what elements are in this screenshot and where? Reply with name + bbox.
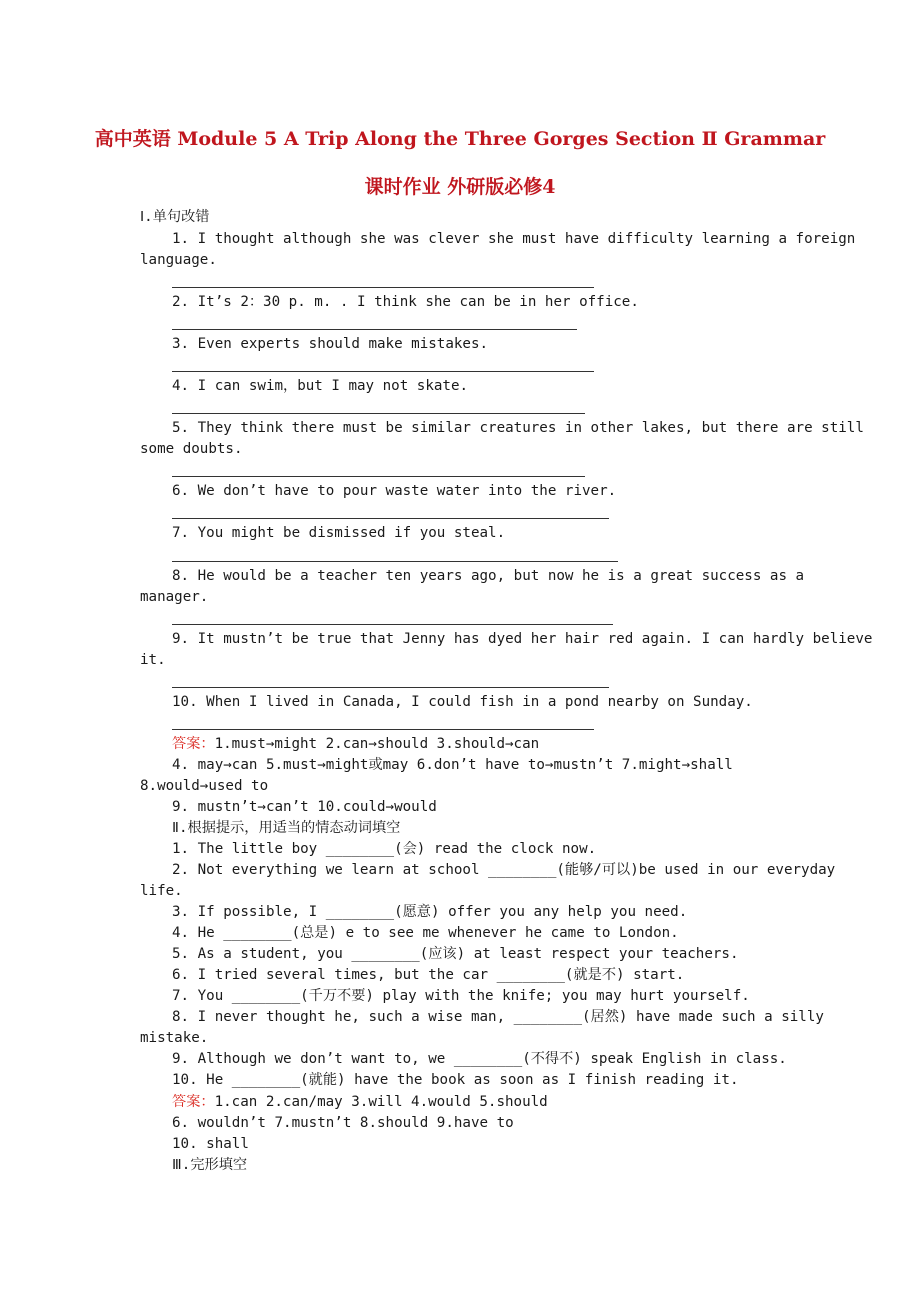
answers-1-line-3: 8.would→used to (140, 778, 269, 794)
answer-line (172, 329, 577, 330)
question-2-2: 2. Not everything we learn at school ________(能够/可以)be used in our everyday (172, 862, 836, 878)
answer-text: 1.can 2.can/may 3.will 4.would 5.should (214, 1094, 548, 1110)
question-2-6: 6. I tried several times, but the car ________(就是不) start. (172, 967, 685, 983)
section-3-heading: Ⅲ.完形填空 (172, 1157, 248, 1173)
question-1-5: 5. They think there must be similar creatures in other lakes, but there are still (172, 420, 864, 436)
question-1-6: 6. We don’t have to pour waste water into the river. (172, 483, 617, 499)
section-2-heading: Ⅱ.根据提示，用适当的情态动词填空 (172, 820, 401, 836)
question-2-2-cont: life. (140, 883, 183, 899)
answers-1-line-4: 9. mustn’t→can’t 10.could→would (172, 799, 437, 815)
document-subtitle: 课时作业 外研版必修4 (364, 176, 556, 198)
question-1-9-cont: it. (140, 652, 166, 668)
document-title: 高中英语 Module 5 A Trip Along the Three Gorges Section Ⅱ Grammar (94, 128, 826, 150)
answers-1-line-2: 4. may→can 5.must→might或may 6.don’t have to→mustn’t 7.might→shall (172, 757, 733, 773)
question-2-1: 1. The little boy ________(会) read the clock now. (172, 841, 597, 857)
answer-text: 1.must→might 2.can→should 3.should→can (214, 736, 540, 752)
answer-line (172, 287, 594, 288)
answer-line (172, 687, 609, 688)
answers-2-line-3: 10. shall (172, 1136, 249, 1152)
answers-2-line-1 (172, 1092, 840, 1113)
answer-line (172, 476, 585, 477)
question-2-10: 10. He ________(就能) have the book as soon as I finish reading it. (172, 1072, 739, 1088)
answer-line (172, 371, 594, 372)
answer-label: 答案： (172, 736, 215, 752)
question-2-5: 5. As a student, you ________(应该) at least respect your teachers. (172, 946, 739, 962)
question-1-1-cont: language. (140, 252, 217, 268)
answer-line (172, 518, 609, 519)
question-2-7: 7. You ________(千万不要) play with the knife; you may hurt yourself. (172, 988, 750, 1004)
question-2-8-cont: mistake. (140, 1030, 209, 1046)
answers-2-line-2: 6. wouldn’t 7.mustn’t 8.should 9.have to (172, 1115, 514, 1131)
answer-line (172, 624, 613, 625)
question-2-4: 4. He ________(总是) e to see me whenever he came to London. (172, 925, 679, 941)
section-1-heading: Ⅰ.单句改错 (140, 209, 210, 225)
question-1-9: 9. It mustn’t be true that Jenny has dyed her hair red again. I can hardly believe (172, 631, 873, 647)
answer-line (172, 561, 618, 562)
question-1-8: 8. He would be a teacher ten years ago, but now he is a great success as a (172, 568, 805, 584)
question-2-3: 3. If possible, I ________(愿意) offer you any help you need. (172, 904, 688, 920)
question-1-8-cont: manager. (140, 589, 209, 605)
question-1-10: 10. When I lived in Canada, I could fish in a pond nearby on Sunday. (172, 694, 753, 710)
answers-1-line-1 (172, 734, 840, 755)
question-1-2: 2. It’s 2：30 p. m. . I think she can be in her office. (172, 294, 639, 310)
answer-label: 答案： (172, 1094, 215, 1110)
question-1-5-cont: some doubts. (140, 441, 243, 457)
question-1-3: 3. Even experts should make mistakes. (172, 336, 489, 352)
question-1-7: 7. You might be dismissed if you steal. (172, 525, 506, 541)
question-2-8: 8. I never thought he, such a wise man, ________(居然) have made such a silly (172, 1009, 824, 1025)
answer-line (172, 729, 594, 730)
answer-line (172, 413, 585, 414)
question-2-9: 9. Although we don’t want to, we ________(不得不) speak English in class. (172, 1051, 787, 1067)
question-1-1: 1. I thought although she was clever she must have difficulty learning a foreign (172, 231, 856, 247)
question-1-4: 4. I can swim，but I may not skate. (172, 378, 469, 394)
